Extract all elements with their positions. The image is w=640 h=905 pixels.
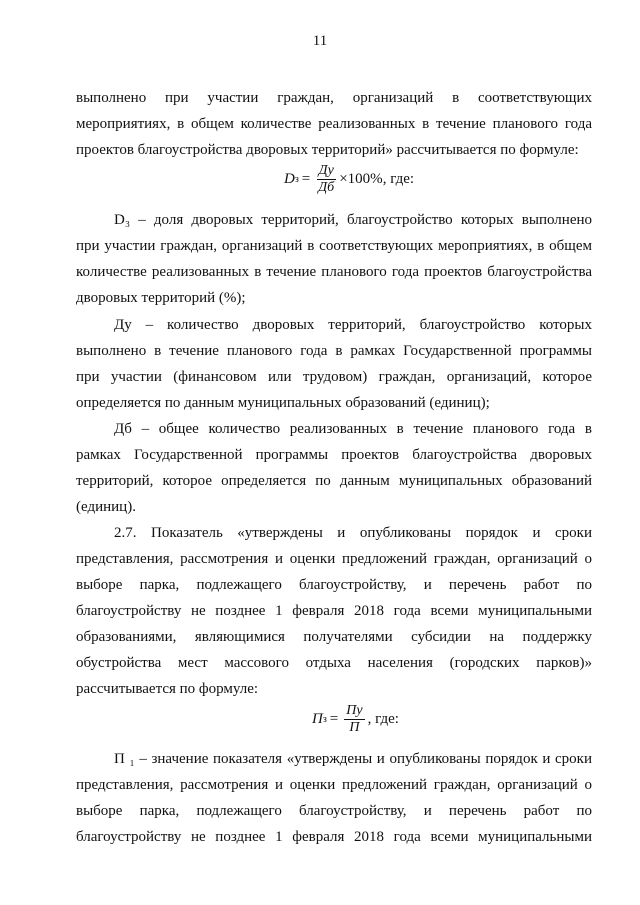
text-line: при участии граждан, организаций в соответствующих мероприятиях, в общем — [76, 238, 592, 254]
text-line: благоустройству не позднее 1 февраля 2018 года всеми муниципальными — [76, 603, 592, 619]
formula-fraction — [344, 703, 364, 736]
text-line: рамках Государственной программы проектов благоустройства дворовых — [76, 447, 592, 463]
formula-suffix: , где: — [382, 171, 415, 187]
formula-lhs-sub: з — [294, 174, 299, 185]
page-number: 11 — [312, 33, 328, 49]
text-line: Дб – общее количество реализованных в течение планового года в — [114, 421, 592, 437]
text-line: дворовых территорий (%); — [76, 290, 246, 306]
text-line: (единиц). — [76, 499, 136, 515]
text-line: представления, рассмотрения и оценки предложений граждан, организаций о — [76, 551, 592, 567]
formula-denominator: Дб — [318, 180, 335, 195]
text-line: выполнено в течение планового года в рамках Государственной программы — [76, 343, 592, 359]
formula-p1 — [312, 703, 399, 736]
text-line: обустройства мест массового отдыха населения (городских парков)» — [76, 655, 592, 671]
formula-fraction — [316, 163, 336, 196]
formula-eq: = — [329, 711, 339, 727]
text-line: выборе парка, подлежащего благоустройству, и перечень работ по — [76, 577, 592, 593]
text-line: определяется по данным муниципальных образований (единиц); — [76, 395, 490, 411]
formula-eq: = — [301, 171, 311, 187]
formula-times: ×100% — [339, 171, 383, 187]
formula-lhs: D — [284, 171, 295, 187]
text-line: рассчитывается по формуле: — [76, 681, 259, 697]
text-line: территорий, которое определяется по данным муниципальных образований — [76, 473, 592, 489]
text-line: П ₁ – значение показателя «утверждены и опубликованы порядок и сроки — [114, 751, 592, 767]
text-line: количестве реализованных в течение планового года проектов благоустройства — [76, 264, 592, 280]
text-line: образованиями, являющимися получателями субсидии на поддержку — [76, 629, 592, 645]
formula-lhs: П — [312, 711, 323, 727]
formula-numerator: Ду — [318, 163, 334, 178]
text-line: представления, рассмотрения и оценки предложений граждан, организаций о — [76, 777, 592, 793]
text-line: D₃ – доля дворовых территорий, благоустройство которых выполнено — [114, 212, 592, 228]
formula-suffix: , где: — [367, 711, 399, 727]
text-line: Ду – количество дворовых территорий, благоустройство которых — [114, 317, 592, 333]
text-line: 2.7. Показатель «утверждены и опубликованы порядок и сроки — [114, 525, 592, 541]
text-line: проектов благоустройства дворовых территорий» рассчитывается по формуле: — [76, 142, 579, 158]
formula-denominator: П — [349, 720, 360, 735]
text-line: мероприятиях, в общем количестве реализованных в течение планового года — [76, 116, 592, 132]
formula-numerator: Пу — [346, 703, 363, 718]
formula-d3 — [284, 163, 414, 196]
text-line: при участии (финансовом или трудовом) граждан, организаций, которое — [76, 369, 592, 385]
text-line: выполнено при участии граждан, организаций в соответствующих — [76, 90, 592, 106]
formula-lhs-sub: з — [322, 714, 327, 725]
text-line: выборе парка, подлежащего благоустройству, и перечень работ по — [76, 803, 592, 819]
text-line: благоустройству не позднее 1 февраля 2018 года всеми муниципальными — [76, 829, 592, 845]
